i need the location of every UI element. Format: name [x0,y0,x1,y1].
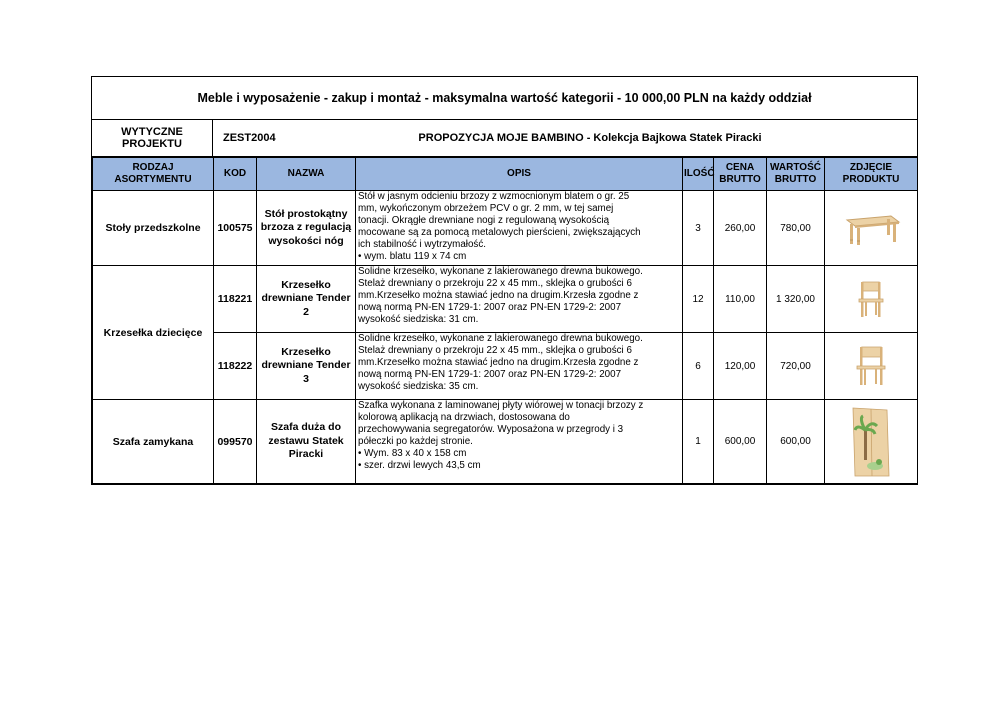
row-cena: 260,00 [714,191,767,266]
desc-line: przechowywania segregatorów. Wyposażona w przegrody i 3 [358,423,624,435]
row-photo [825,333,918,400]
row-category: Stoły przedszkolne [93,191,214,266]
desc-line: mocowane są za pomocą metalowych pierścieni, zwiększających [358,226,641,238]
row-photo [825,266,918,333]
row-ilosc: 6 [683,333,714,400]
row-nazwa: Krzesełko drewniane Tender 2 [257,266,356,333]
col-header-zdjecie: ZDJĘCIE PRODUKTU [825,158,918,191]
desc-line: kolorową aplikacją na drzwiach, dostosowana do [358,411,570,423]
table-row [93,191,918,266]
row-wartosc: 1 320,00 [767,266,825,333]
desc-line: mm.Krzesełko można stawiać jedno na drugim.Krzesła zgodne z [358,289,639,301]
meta-label: WYTYCZNE PROJEKTU [92,120,213,156]
row-cena: 120,00 [714,333,767,400]
col-header-nazwa: NAZWA [257,158,356,191]
col-header-cena: CENA BRUTTO [714,158,767,191]
row-ilosc: 12 [683,266,714,333]
sheet-title: Meble i wyposażenie - zakup i montaż - maksymalna wartość kategorii - 10 000,00 PLN na każdy oddział [92,77,917,120]
desc-line: Stół w jasnym odcieniu brzozy z wzmocnionym blatem o gr. 25 [358,191,630,202]
desc-line: • Wym. 83 x 40 x 158 cm [358,447,467,459]
row-ilosc: 3 [683,191,714,266]
project-meta [92,120,917,157]
row-kod: 118221 [214,266,257,333]
desc-line: Stelaż drewniany o przekroju 22 x 45 mm., sklejka o grubości 6 [358,277,632,289]
product-sheet [91,76,918,485]
desc-line: • wym. blatu 119 x 74 cm [358,250,467,262]
row-wartosc: 780,00 [767,191,825,266]
desc-line: nową normą PN-EN 1729-1: 2007 oraz PN-EN 1729-2: 2007 [358,368,622,380]
desc-line: Solidne krzesełko, wykonane z lakierowanego drewna bukowego. [358,333,643,344]
desc-line: ich stabilność i wytrzymałość. [358,238,486,250]
table-icon [841,210,901,246]
row-cena: 110,00 [714,266,767,333]
desc-line: półeczki po każdej stronie. [358,435,473,447]
row-opis [356,333,683,400]
row-nazwa: Stół prostokątny brzoza z regulacją wysokości nóg [257,191,356,266]
desc-line: tonacji. Okrągłe drewniane nogi z regulowaną wysokością [358,214,610,226]
row-ilosc: 1 [683,400,714,484]
row-category: Szafa zamykana [93,400,214,484]
desc-line: nową normą PN-EN 1729-1: 2007 oraz PN-EN 1729-2: 2007 [358,301,622,313]
desc-line: wysokość siedziska: 35 cm. [358,380,479,392]
row-cena: 600,00 [714,400,767,484]
desc-line: • szer. drzwi lewych 43,5 cm [358,459,481,471]
wardrobe-icon [849,406,893,478]
table-row [93,266,918,333]
chair-icon [854,345,888,387]
col-header-opis: OPIS [356,158,683,191]
meta-code: ZEST2004 [223,132,276,144]
desc-line: wysokość siedziska: 31 cm. [358,313,479,325]
row-opis [356,191,683,266]
row-wartosc: 600,00 [767,400,825,484]
row-category: Krzesełka dziecięce [93,266,214,400]
table-row [93,333,918,400]
table-row [93,400,918,484]
row-kod: 118222 [214,333,257,400]
meta-proposal: PROPOZYCJA MOJE BAMBINO - Kolekcja Bajkowa Statek Piracki [418,132,762,144]
desc-line: mm, wykończonym obrzeżem PCV o gr. 2 mm, w tej samej [358,202,614,214]
row-photo [825,191,918,266]
row-nazwa: Krzesełko drewniane Tender 3 [257,333,356,400]
row-opis [356,266,683,333]
chair-icon [856,279,886,319]
desc-line: Szafka wykonana z laminowanej płyty wiórowej w tonacji brzozy z [358,400,644,411]
row-kod: 100575 [214,191,257,266]
table-header-row [93,158,918,191]
desc-line: mm.Krzesełko można stawiać jedno na drugim.Krzesła zgodne z [358,356,639,368]
col-header-ilosc: ILOŚĆ [683,158,714,191]
products-table [92,157,918,484]
row-photo [825,400,918,484]
col-header-rodzaj: RODZAJ ASORTYMENTU [93,158,214,191]
row-nazwa: Szafa duża do zestawu Statek Piracki [257,400,356,484]
row-opis [356,400,683,484]
row-wartosc: 720,00 [767,333,825,400]
col-header-kod: KOD [214,158,257,191]
desc-line: Stelaż drewniany o przekroju 22 x 45 mm., sklejka o grubości 6 [358,344,632,356]
col-header-wartosc: WARTOŚĆ BRUTTO [767,158,825,191]
row-kod: 099570 [214,400,257,484]
desc-line: Solidne krzesełko, wykonane z lakierowanego drewna bukowego. [358,266,643,277]
